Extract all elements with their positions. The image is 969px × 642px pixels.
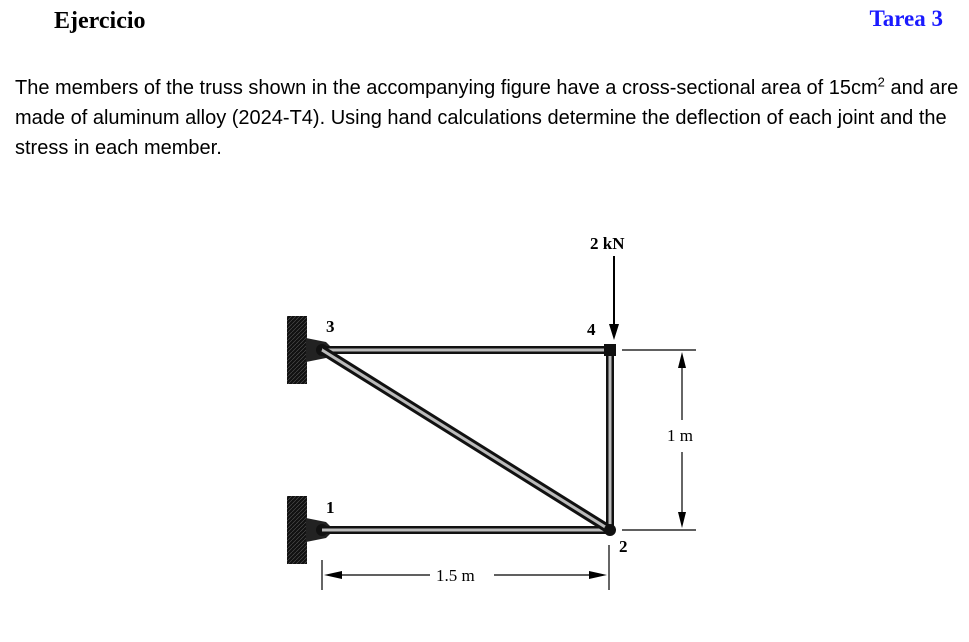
area-exponent: 2 (877, 74, 885, 90)
node-label-2: 2 (619, 537, 628, 556)
node-label-4: 4 (587, 320, 596, 339)
joint-4 (604, 344, 616, 356)
joint-2 (604, 524, 616, 536)
node-label-1: 1 (326, 498, 335, 517)
problem-text-2: and are made of aluminum alloy (2024-T4). Using hand calculations determine the deflection of each joint and the stress in each member. (15, 77, 959, 159)
vertical-dimension-label: 1 m (667, 426, 693, 445)
node-label-3: 3 (326, 317, 335, 336)
load-label: 2 kN (590, 234, 625, 253)
problem-text-1: The members of the truss shown in the accompanying figure have a cross-sectional area of 15cm (15, 77, 878, 99)
horizontal-dimension-label: 1.5 m (436, 566, 475, 585)
assignment-tag: Tarea 3 (869, 6, 943, 31)
exercise-title: Ejercicio (54, 8, 146, 34)
load-arrow (609, 256, 619, 340)
member-3-2 (322, 350, 610, 530)
